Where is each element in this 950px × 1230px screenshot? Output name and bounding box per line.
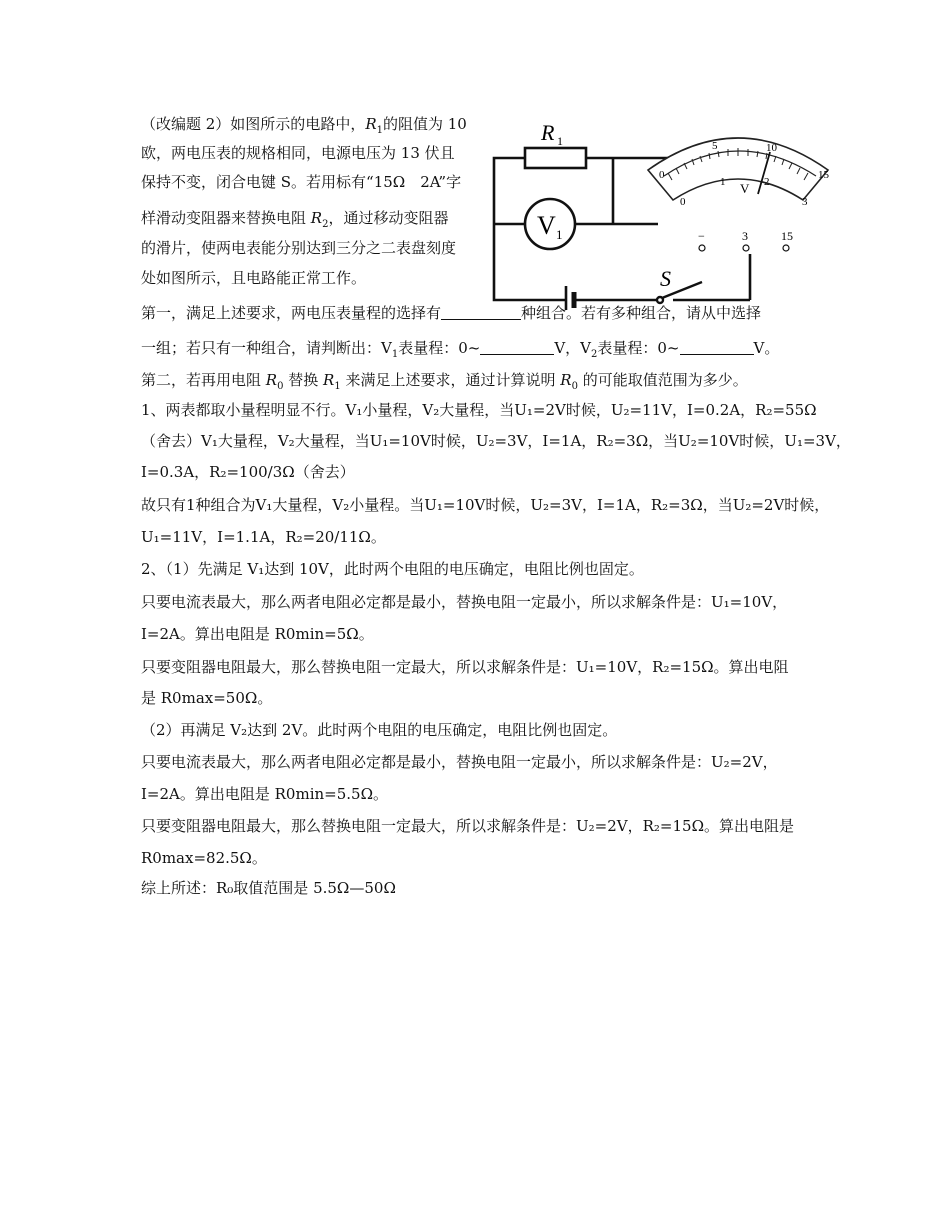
solution-line-13: I=2A。算出电阻是 R0min=5.5Ω。 [141,785,389,803]
voltmeter-v1-label: V [537,211,556,240]
terminal-3-label: 3 [742,229,748,243]
resistor-r1-subscript: 1 [557,134,563,148]
intro-line-4: 样滑动变阻器来替换电阻 $R_2$，通过移动变阻器 [141,209,449,230]
resistor-r1-symbol [525,148,586,168]
solution-line-4: 故只有1种组合为V₁大量程，V₂小量程。当U₁=10V时候，U₂=3V，I=1A，R₂=3Ω，当U₂=2V时候， [141,496,830,514]
solution-line-11: （2）再满足 V₂达到 2V。此时两个电阻的电压确定，电阻比例也固定。 [141,721,618,739]
meter-unit-label: V [740,181,750,196]
intro-line-5: 的滑片，使两电表能分别达到三分之二表盘刻度 [141,239,457,257]
meter-top-tick-5: 5 [712,140,718,152]
intro-line-6: 处如图所示，且电路能正常工作。 [141,269,367,287]
solution-line-7: 只要电流表最大，那么两者电阻必定都是最小，替换电阻一定最小，所以求解条件是：U₁=10V， [141,593,788,611]
terminal-negative [699,245,705,251]
meter-bottom-tick-1: 1 [720,176,726,188]
meter-bottom-tick-0: 0 [680,196,686,208]
intro-line-1: （改编题 2）如图所示的电路中，$R_1$的阻值为 10 [141,115,467,136]
terminal-15 [783,245,789,251]
solution-line-8: I=2A。算出电阻是 R0min=5Ω。 [141,625,374,643]
answer-blank-v2-range[interactable] [680,340,754,355]
question-1-line-a: 第一，满足上述要求，两电压表量程的选择有 种组合。若有多种组合，请从中选择 [141,304,762,322]
solution-line-2: （舍去）V₁大量程，V₂大量程，当U₁=10V时候，U₂=3V，I=1A，R₂=3Ω，当U₂=10V时候，U₁=3V， [141,432,851,450]
meter-bottom-tick-2: 2 [764,176,770,188]
question-2-line: 第二，若再用电阻 $R_0$ 替换 $R_1$ 来满足上述要求，通过计算说明 $R_0$ 的可能取值范围为多少。 [141,371,748,392]
question-1-line-b: 一组；若只有一种组合，请判断出：$V_1$表量程：0~ V，$V_2$表量程：0~ V。 [141,339,780,360]
solution-line-9: 只要变阻器电阻最大，那么替换电阻一定最大，所以求解条件是：U₁=10V，R₂=15Ω。算出电阻 [141,658,789,676]
solution-line-16: 综上所述：R₀取值范围是 5.5Ω—50Ω [141,879,396,897]
solution-line-10: 是 R0max=50Ω。 [141,689,273,707]
resistor-r1-label: R [541,120,555,145]
meter-top-tick-10: 10 [766,142,777,154]
solution-line-1: 1、两表都取小量程明显不行。V₁小量程，V₂大量程，当U₁=2V时候，U₂=11V，I=0.2A，R₂=55Ω [141,401,817,419]
answer-blank-v1-range[interactable] [480,340,554,355]
solution-line-5: U₁=11V，I=1.1A，R₂=20/11Ω。 [141,528,386,546]
terminal-15-label: 15 [781,229,793,243]
battery-symbol [566,286,574,310]
solution-line-3: I=0.3A，R₂=100/3Ω（舍去） [141,463,355,481]
voltmeter-v1-subscript: 1 [556,227,563,242]
solution-line-15: R0max=82.5Ω。 [141,849,267,867]
circuit-figure [488,118,838,310]
terminal-3 [743,245,749,251]
meter-bottom-tick-3: 3 [802,196,808,208]
solution-line-6: 2、（1）先满足 V₁达到 10V，此时两个电阻的电压确定，电阻比例也固定。 [141,560,644,578]
terminal-negative-label: − [698,229,705,243]
intro-line-2: 欧，两电压表的规格相同，电源电压为 13 伏且 [141,144,455,162]
meter-top-tick-15: 15 [818,169,829,181]
switch-label: S [660,266,671,291]
solution-line-14: 只要变阻器电阻最大，那么替换电阻一定最大，所以求解条件是：U₂=2V，R₂=15Ω。算出电阻是 [141,817,795,835]
meter-top-tick-0: 0 [659,169,665,181]
solution-line-12: 只要电流表最大，那么两者电阻必定都是最小，替换电阻一定最小，所以求解条件是：U₂=2V， [141,753,778,771]
intro-line-3: 保持不变，闭合电键 S。若用标有“15Ω 2A”字 [141,173,462,191]
